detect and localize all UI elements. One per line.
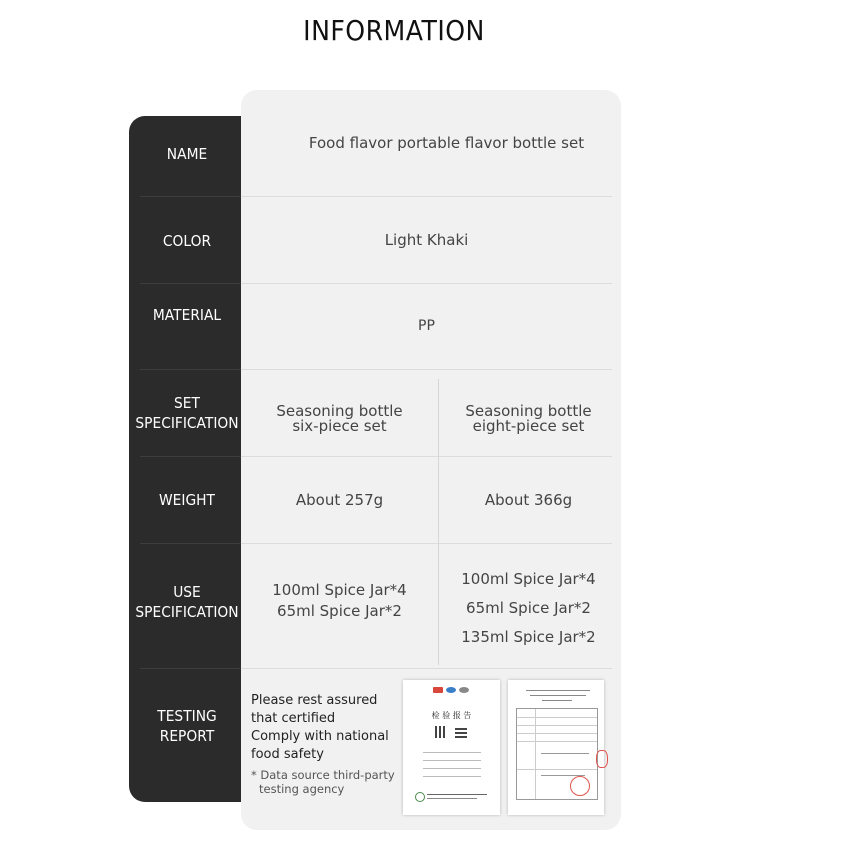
divider: [241, 456, 612, 457]
divider: [241, 543, 612, 544]
divider: [140, 668, 241, 669]
row-label-testing-report: TESTING REPORT: [157, 707, 217, 745]
divider: [140, 456, 241, 457]
color-value: Light Khaki: [384, 231, 469, 249]
testing-statement: Please rest assured that certified Comply with national food safety: [251, 693, 389, 762]
qr-code-icon: [435, 726, 447, 738]
set-spec-eight-piece: Seasoning bottle eight-piece set: [465, 402, 592, 435]
divider: [241, 668, 612, 669]
divider: [241, 369, 612, 370]
divider: [241, 196, 612, 197]
row-label-material: MATERIAL: [152, 306, 222, 324]
row-label-set-specification: SET SPECIFICATION: [135, 394, 239, 432]
use-spec-six-piece: 100ml Spice Jar*4 65ml Spice Jar*2: [272, 581, 407, 620]
column-divider: [438, 379, 439, 665]
row-label-weight: WEIGHT: [159, 491, 215, 509]
set-spec-six-piece: Seasoning bottle six-piece set: [276, 402, 403, 435]
row-label-name: NAME: [166, 145, 208, 163]
divider: [140, 543, 241, 544]
certification-logo-icon: [459, 687, 469, 693]
use-spec-eight-piece: 100ml Spice Jar*4 65ml Spice Jar*2 135ml Spice Jar*2: [461, 570, 596, 646]
data-source-note: * Data source third-party testing agency: [251, 768, 395, 796]
test-report-page-image: [508, 680, 604, 815]
weight-six-piece: About 257g: [295, 491, 384, 509]
divider: [140, 283, 241, 284]
red-seal-stamp-icon: [596, 750, 608, 768]
divider: [140, 369, 241, 370]
divider: [140, 196, 241, 197]
report-title: 检 验 报 告: [431, 711, 472, 720]
certification-logo-icon: [446, 687, 456, 693]
test-report-cover-image: [403, 680, 500, 815]
label-sidebar: [129, 116, 241, 802]
name-value: Food flavor portable flavor bottle set: [308, 134, 585, 152]
divider: [241, 283, 612, 284]
material-value: PP: [418, 318, 435, 334]
weight-eight-piece: About 366g: [484, 491, 573, 509]
qr-code-icon: [455, 726, 467, 738]
red-seal-stamp-icon: [570, 776, 590, 796]
certification-logo-icon: [433, 687, 443, 693]
row-label-color: COLOR: [162, 232, 212, 250]
agency-seal-icon: [415, 792, 425, 802]
row-label-use-specification: USE SPECIFICATION: [135, 583, 239, 621]
page-title: INFORMATION: [303, 14, 485, 47]
